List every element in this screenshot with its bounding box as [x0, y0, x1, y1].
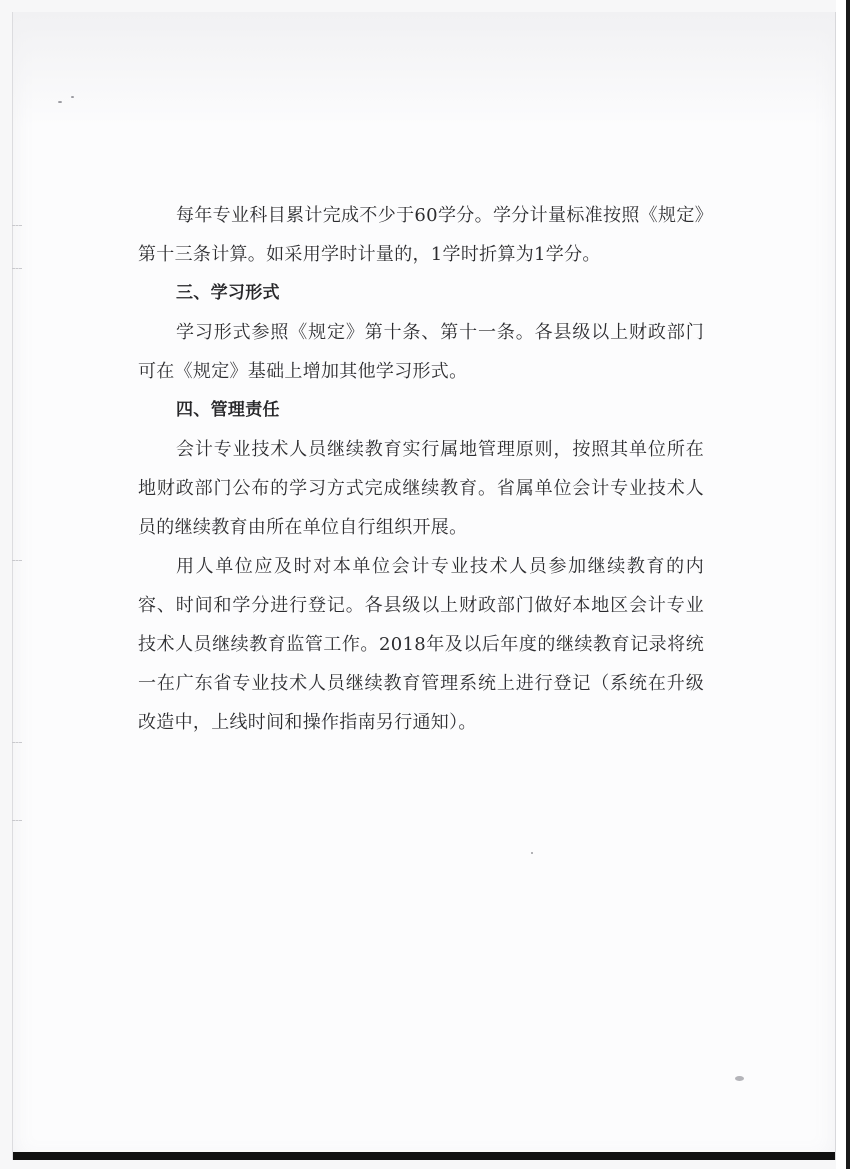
scan-shadow-top	[13, 12, 835, 127]
binding-mark	[12, 820, 22, 822]
scan-speck	[71, 96, 74, 98]
binding-mark	[12, 268, 22, 270]
scan-speck	[58, 101, 62, 103]
heading-management-responsibility: 四、管理责任	[176, 400, 280, 420]
paragraph-registration: 用人单位应及时对本单位会计专业技术人员参加继续教育的内容、时间和学分进行登记。各县级以上财政部门做好本地区会计专业技术人员继续教育监管工作。2018年及以后年度的继续教育记录将统一在广东省专业技术人员继续教育管理系统上进行登记（系统在升级改造中，上线时间和操作指南另行通知）。	[138, 556, 704, 733]
scan-edge-right	[836, 0, 850, 1169]
scan-edge-bottom	[13, 1152, 835, 1160]
binding-mark	[12, 225, 22, 227]
binding-mark	[12, 742, 22, 744]
document-body	[138, 196, 704, 742]
scan-speck	[531, 852, 533, 854]
binding-mark	[12, 560, 22, 562]
paragraph-study-forms: 学习形式参照《规定》第十条、第十一条。各县级以上财政部门可在《规定》基础上增加其他学习形式。	[138, 322, 704, 382]
scan-speck	[735, 1076, 744, 1081]
heading-study-forms: 三、学习形式	[176, 283, 280, 303]
paragraph-credits: 每年专业科目累计完成不少于60学分。学分计量标准按照《规定》第十三条计算。如采用学时计量的，1学时折算为1学分。	[138, 205, 704, 265]
paragraph-territorial-management: 会计专业技术人员继续教育实行属地管理原则，按照其单位所在地财政部门公布的学习方式完成继续教育。省属单位会计专业技术人员的继续教育由所在单位自行组织开展。	[138, 439, 704, 538]
